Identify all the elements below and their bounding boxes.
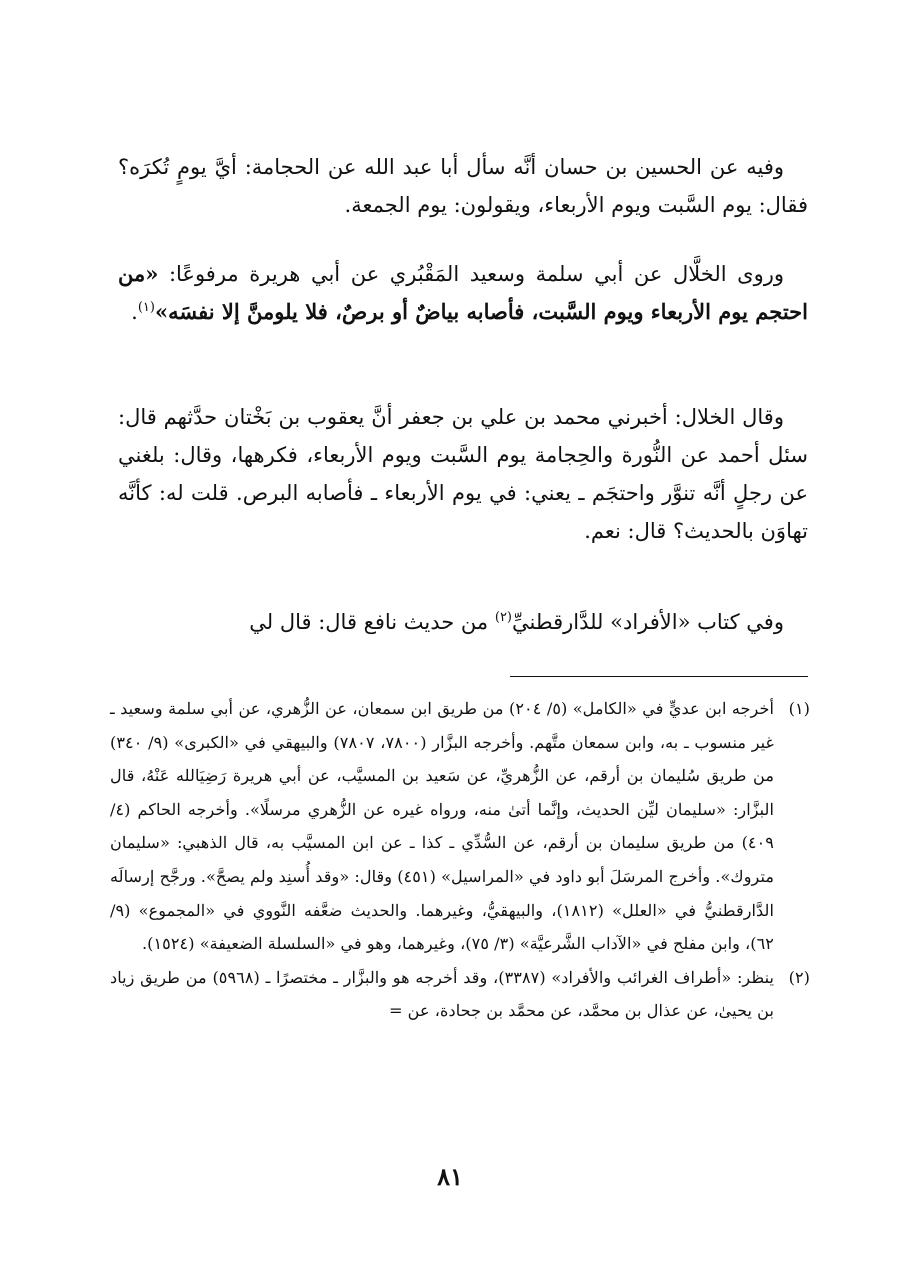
paragraph-text-cont: من حديث نافع قال: قال لي [249,610,495,634]
paragraph-khallal-abu-hurayra [118,255,808,331]
footnote-2 [110,961,810,1028]
footnote-1 [110,692,810,961]
paragraph-intro: وروى الخلَّال عن أبي سلمة وسعيد المَقْبُري عن أبي هريرة مرفوعًا: [158,262,784,286]
footnote-separator [510,676,808,677]
paragraph-khallal-ahmad [118,398,808,550]
footnote-number: (١) [788,699,810,718]
footnote-text: ينظر: «أطراف الغرائب والأفراد» (٣٣٨٧)، وقد أخرجه هو والبزَّار ـ مختصرًا ـ (٥٩٦٨) من طريق زياد بن يحيىٰ، عن عذال بن محمَّد، عن محمَّد بن جحادة، عن = [110,967,774,1021]
footnote-number: (٢) [788,967,810,987]
paragraph-end: . [131,300,138,324]
paragraph-text: وفيه عن الحسين بن حسان أنَّه سأل أبا عبد الله عن الحجامة: أيَّ يومٍ تُكرَه؟ فقال: يوم السَّبت ويوم الأربعاء، ويقولون: يوم الجمعة. [118,155,808,217]
footnote-text: أخرجه ابن عديٍّ في «الكامل» (٥/ ٢٠٤) من طريق ابن سمعان، عن الزُّهري، عن أبي سلمة وسعيد ـ غير منسوب ـ به، وابن سمعان متَّهم. وأخرجه البزَّار (٧٨٠٠، ٧٨٠٧) والبيهقي في «الكبرى» (٩/ ٣٤٠) من طريق سُليمان بن أرقم، عن الزُّهريِّ، عن سَعيد بن المسيَّب، عن أبي هريرة رَضِيَالله عَنْهُ، قال البزَّار: «سليمان ليِّن الحديث، وإنَّما أتىٰ منه، ورواه غيره عن الزُّهري مرسلًا». وأخرجه الحاكم (٤/ ٤٠٩) من طريق سليمان بن أرقم، عن السُّدِّي ـ كذا ـ عن ابن المسيَّب به، قال الذهبي: «سليمان متروك». وأخرج المرسَلَ أبو داود في «المراسيل» (٤٥١) وقال: «وقد أُسنِد ولم يصحَّ». ورجَّح إرسالَه الدَّارقطنيُّ في «العلل» (١٨١٢)، والبيهقيُّ، وغيرهما. والحديث ضعَّفه النَّووي في «المجموع» (٩/ ٦٢)، وابن مفلح في «الآداب الشَّرعيَّة» (٣/ ٧٥)، وغيرهما، وهو في «السلسلة الضعيفة» (١٥٢٤). [110,699,774,954]
paragraph-hussein-hijama [118,148,808,224]
footnote-reference-1: (١) [137,300,155,315]
footnotes-section [110,692,810,1028]
paragraph-afrad-daraqutni [118,603,808,641]
footnote-reference-2: (٢) [494,610,512,625]
hadith-quote: «من احتجم يوم الأربعاء ويوم السَّبت، فأصابه بياضٌ أو برصٌ، فلا يلومنَّ إلا نفسَه» [118,261,808,324]
paragraph-text: وفي كتاب «الأفراد» للدَّارقطنيِّ [512,610,784,634]
page-number: ٨١ [437,1162,463,1191]
paragraph-text: وقال الخلال: أخبرني محمد بن علي بن جعفر أنَّ يعقوب بن بَخْتان حدَّثهم قال: سئل أحمد عن النُّورة والحِجامة يوم السَّبت ويوم الأربعاء، فكرهها، وقال: بلغني عن رجلٍ أنَّه تنوَّر واحتجَم ـ يعني: في يوم الأربعاء ـ فأصابه البرص. قلت له: كأنَّه تهاوَن بالحديث؟ قال: نعم. [118,405,808,543]
